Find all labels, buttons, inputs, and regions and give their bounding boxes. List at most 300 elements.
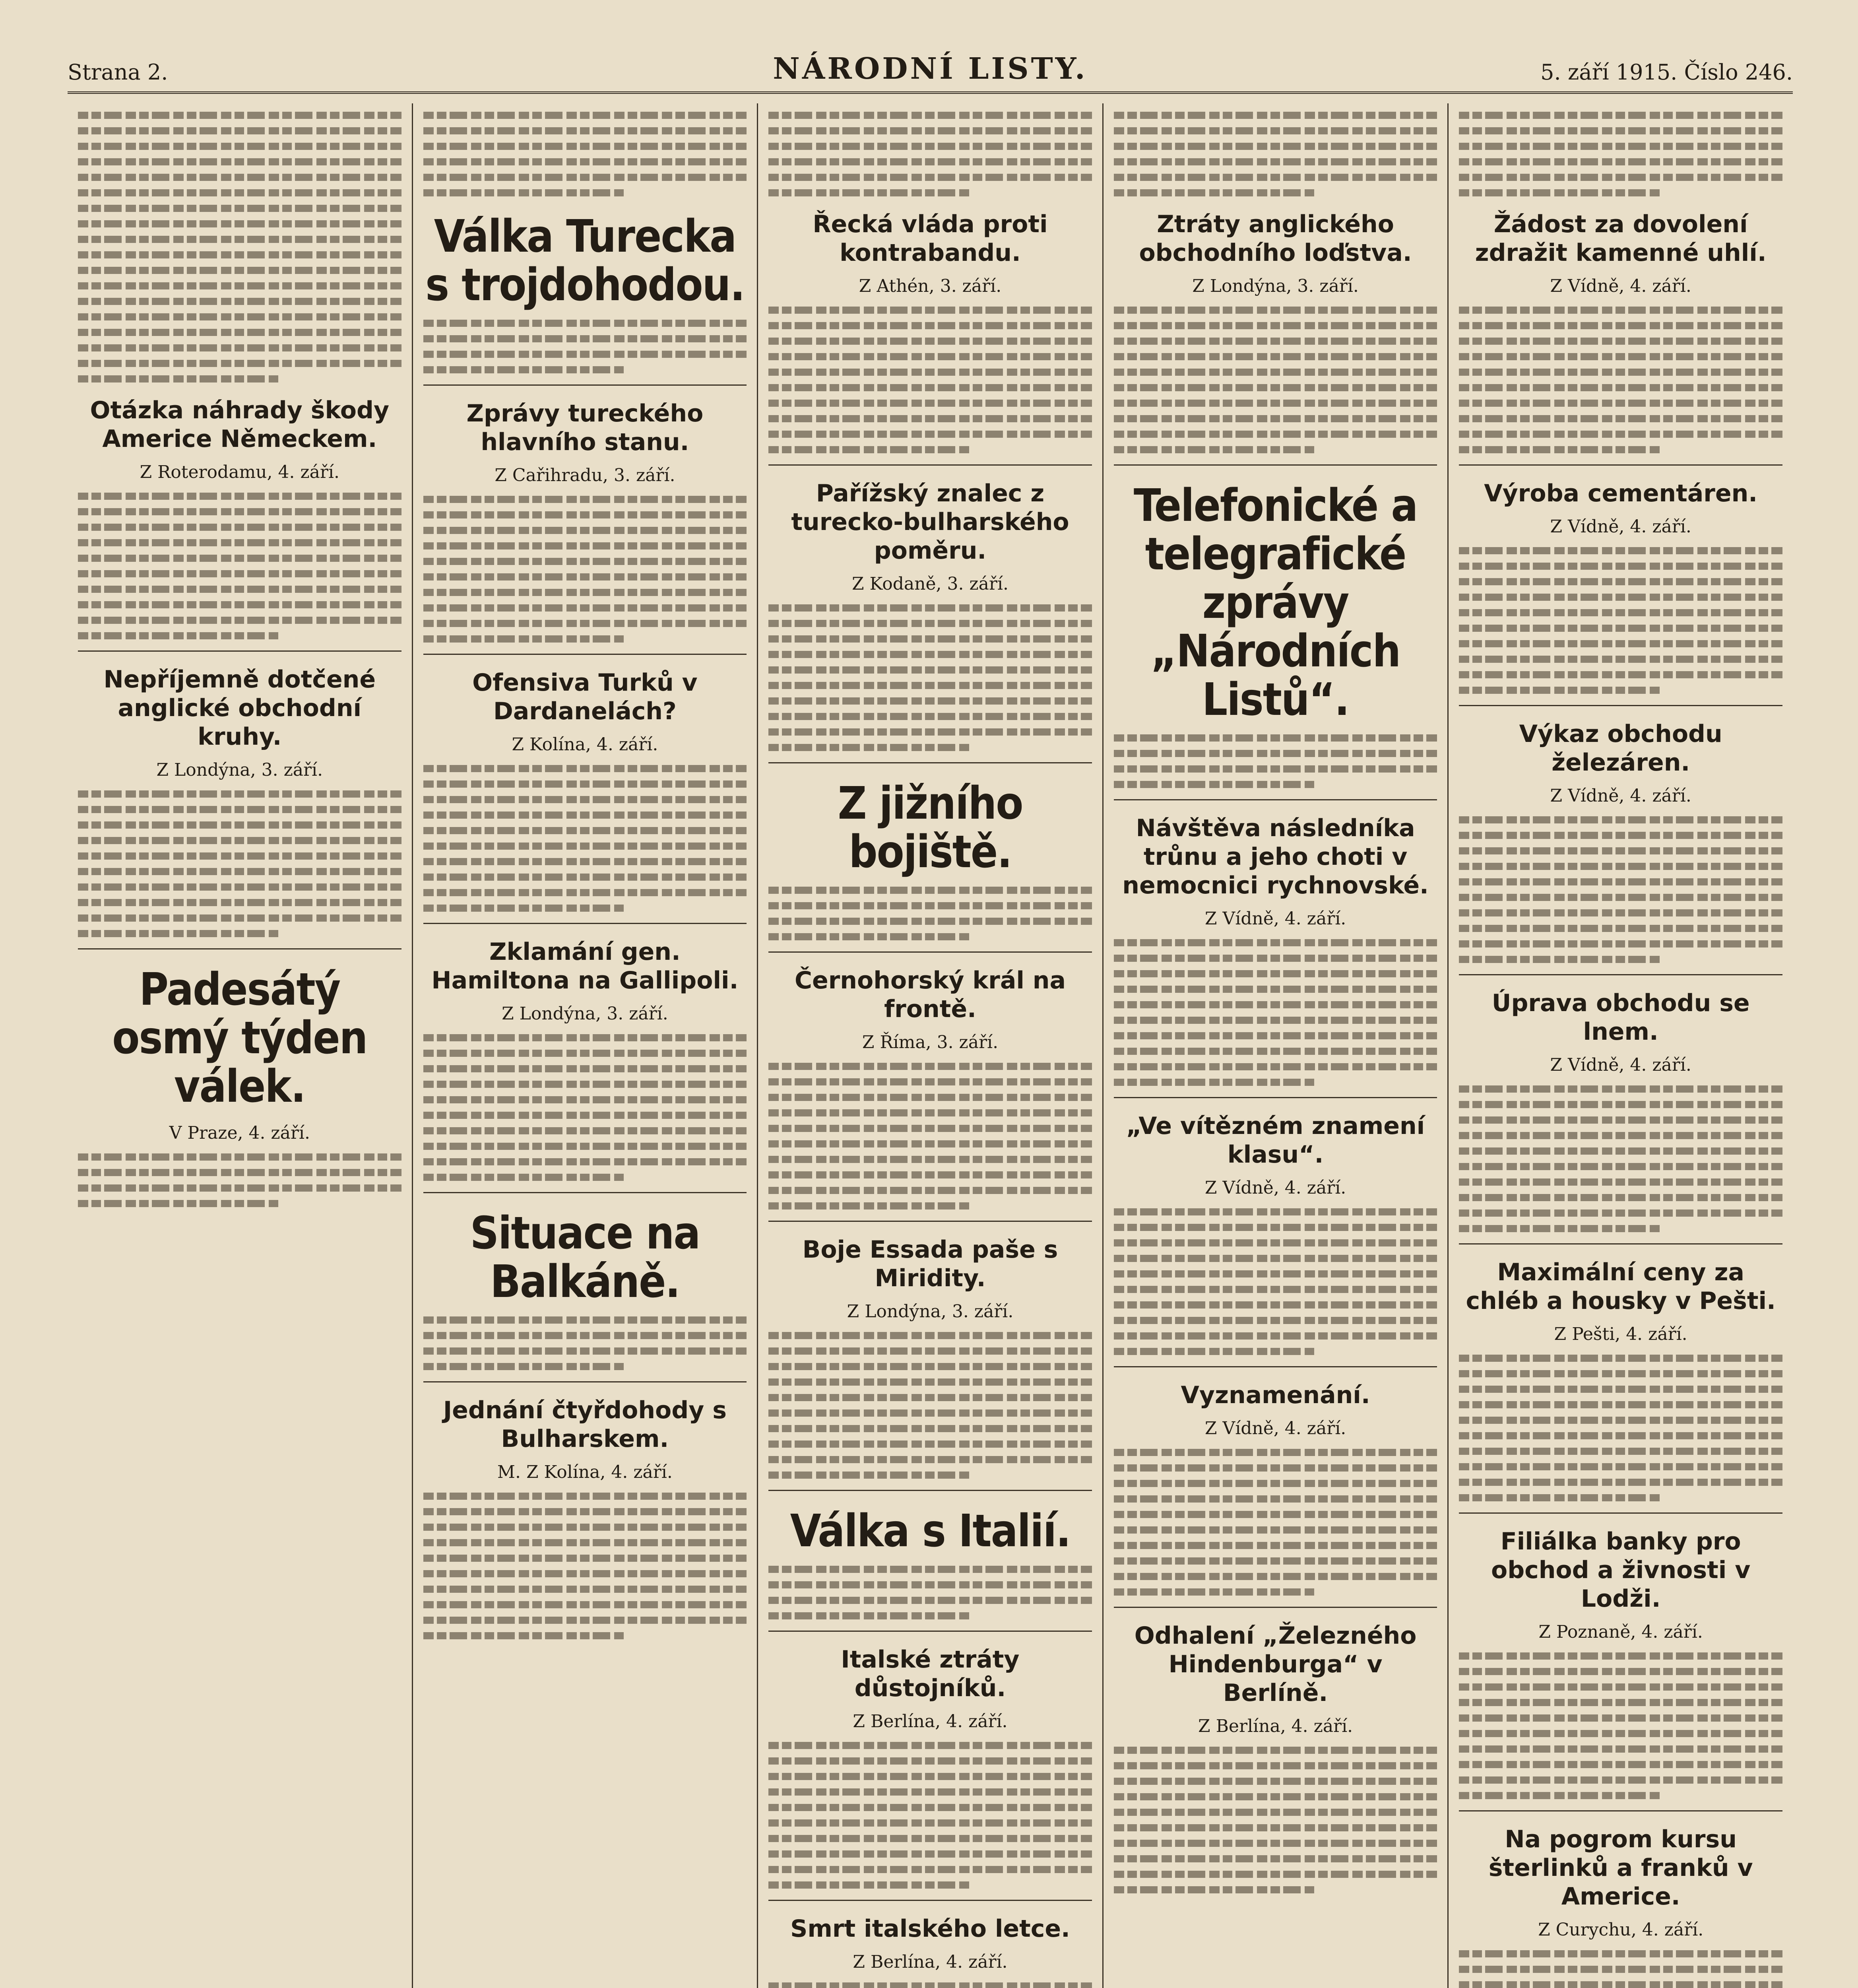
text-line — [1459, 1209, 1782, 1217]
divider — [1459, 1512, 1782, 1514]
text-line — [78, 555, 401, 562]
text-line — [1459, 940, 1782, 947]
text-line — [1459, 1966, 1782, 1973]
body-text-lines — [1114, 939, 1437, 1086]
divider — [768, 762, 1092, 763]
text-line — [1459, 816, 1782, 823]
text-line — [1114, 1332, 1437, 1340]
text-line — [1459, 1370, 1782, 1377]
dateline: Z Curychu, 4. září. — [1538, 1920, 1704, 1940]
text-line — [768, 1094, 1092, 1101]
text-line — [78, 360, 401, 367]
article-heading: Nepříjemně dotčené anglické obchodní kruhy. — [103, 666, 376, 751]
text-line — [78, 143, 401, 150]
text-line — [1114, 1588, 1314, 1596]
text-line — [1114, 1871, 1437, 1878]
text-line — [1459, 1147, 1782, 1155]
text-line — [768, 1109, 1092, 1116]
body-text-lines — [768, 1982, 1092, 1988]
text-line — [1114, 1511, 1437, 1518]
dateline: Z Berlína, 4. září. — [853, 1711, 1008, 1732]
text-line — [768, 1804, 1092, 1811]
text-line — [768, 1063, 1092, 1070]
column-3 — [758, 103, 1104, 1988]
text-line — [768, 431, 1092, 438]
divider — [1114, 464, 1437, 466]
text-line — [78, 251, 401, 258]
text-line — [768, 353, 1092, 360]
dateline: Z Pešti, 4. září. — [1554, 1324, 1687, 1344]
divider — [1459, 1243, 1782, 1244]
text-line — [423, 558, 747, 565]
text-line — [78, 205, 401, 212]
text-line — [768, 1409, 1092, 1417]
text-line — [1114, 970, 1437, 977]
text-line — [768, 158, 1092, 165]
divider — [1459, 705, 1782, 706]
text-line — [1459, 1463, 1782, 1470]
column-2 — [413, 103, 758, 1988]
text-line — [1114, 174, 1437, 181]
text-line — [1114, 1208, 1437, 1215]
text-line — [1114, 955, 1437, 962]
text-line — [1459, 1730, 1782, 1737]
section-banner-heading: Padesátý osmý týden válek. — [112, 964, 367, 1112]
section-banner-heading: Telefonické a telegrafické zprávy „Národních Listů“. — [1133, 480, 1418, 726]
text-line — [1114, 1317, 1437, 1324]
text-line — [768, 1125, 1092, 1132]
text-line — [423, 1034, 747, 1041]
text-line — [423, 1570, 747, 1577]
dateline: Z Roterodamu, 4. září. — [140, 462, 339, 482]
body-text-lines — [768, 887, 1092, 940]
article-heading: Ztráty anglického obchodního loďstva. — [1139, 210, 1412, 267]
text-line — [1459, 832, 1782, 839]
text-line — [1114, 1778, 1437, 1785]
dateline: Z Londýna, 3. září. — [502, 1004, 668, 1024]
text-line — [768, 1581, 1092, 1588]
text-line — [423, 366, 624, 373]
text-line — [423, 1508, 747, 1515]
dateline: Z Vídně, 4. září. — [1204, 909, 1346, 929]
text-line — [1114, 1270, 1437, 1277]
text-line — [768, 1982, 1092, 1988]
text-line — [423, 812, 747, 819]
text-line — [1459, 143, 1782, 150]
text-line — [1459, 1417, 1782, 1424]
text-line — [768, 1332, 1092, 1339]
article-heading: Smrt italského letce. — [790, 1915, 1070, 1943]
text-line — [1114, 939, 1437, 946]
text-line — [1459, 640, 1782, 647]
text-line — [1459, 1761, 1782, 1768]
text-line — [1459, 894, 1782, 901]
article-heading: Vyznamenání. — [1181, 1381, 1370, 1409]
text-line — [1459, 1981, 1782, 1988]
column-1 — [68, 103, 413, 1988]
body-text-lines — [1114, 1747, 1437, 1893]
text-line — [1114, 322, 1437, 329]
article-heading: Pařížský znalec z turecko-bulharského poměru. — [791, 480, 1069, 565]
text-line — [1114, 1526, 1437, 1534]
text-line — [1114, 781, 1314, 788]
text-line — [1114, 1224, 1437, 1231]
text-line — [768, 697, 1092, 705]
text-line — [423, 143, 747, 150]
text-line — [1459, 1085, 1782, 1093]
text-line — [1114, 127, 1437, 134]
text-line — [768, 1788, 1092, 1796]
text-line — [423, 1096, 747, 1103]
body-text-lines — [768, 1742, 1092, 1889]
text-line — [1114, 1840, 1437, 1847]
text-line — [1114, 143, 1437, 150]
text-line — [78, 914, 401, 922]
text-line — [768, 933, 969, 940]
divider — [1114, 1366, 1437, 1367]
text-line — [768, 446, 969, 453]
text-line — [423, 889, 747, 896]
text-line — [1114, 353, 1437, 360]
text-line — [1459, 1225, 1659, 1232]
text-line — [423, 1143, 747, 1150]
text-line — [768, 1425, 1092, 1432]
newspaper-title: NÁRODNÍ LISTY. — [773, 52, 1088, 86]
text-line — [1459, 671, 1782, 678]
divider — [423, 654, 747, 655]
text-line — [768, 1757, 1092, 1765]
text-line — [1459, 1792, 1659, 1799]
text-line — [768, 1394, 1092, 1401]
text-line — [1114, 1239, 1437, 1246]
dateline: Z Říma, 3. září. — [862, 1032, 999, 1052]
text-line — [768, 112, 1092, 119]
text-line — [1459, 878, 1782, 885]
text-line — [423, 765, 747, 772]
text-line — [1114, 431, 1437, 438]
dateline: M. Z Kolína, 4. září. — [497, 1462, 673, 1482]
text-line — [78, 375, 278, 382]
text-line — [423, 158, 747, 165]
text-line — [423, 320, 747, 327]
body-text-lines — [78, 112, 401, 382]
text-line — [1459, 1479, 1782, 1486]
text-line — [768, 1187, 1092, 1194]
text-line — [768, 307, 1092, 314]
text-line — [768, 1742, 1092, 1749]
text-line — [768, 1171, 1092, 1178]
text-line — [768, 1363, 1092, 1370]
text-line — [423, 780, 747, 788]
text-line — [768, 635, 1092, 643]
text-line — [1114, 1348, 1314, 1355]
text-line — [1459, 307, 1782, 314]
article-heading: Otázka náhrady škody Americe Německem. — [90, 396, 390, 453]
text-line — [1459, 847, 1782, 854]
text-line — [78, 1153, 401, 1161]
text-line — [1114, 369, 1437, 376]
dateline: Z Vídně, 4. září. — [1550, 276, 1691, 296]
body-text-lines — [1459, 1355, 1782, 1501]
dateline: Z Athén, 3. září. — [859, 276, 1002, 296]
divider — [423, 384, 747, 386]
text-line — [1114, 1495, 1437, 1503]
text-line — [768, 682, 1092, 689]
text-line — [423, 189, 624, 196]
divider — [1114, 1607, 1437, 1608]
text-line — [78, 267, 401, 274]
article-heading: Italské ztráty důstojníků. — [841, 1646, 1020, 1702]
text-line — [1459, 1401, 1782, 1408]
text-line — [78, 806, 401, 813]
text-line — [1114, 1255, 1437, 1262]
text-line — [1114, 307, 1437, 314]
text-line — [768, 666, 1092, 674]
text-line — [1114, 1001, 1437, 1008]
text-line — [768, 1140, 1092, 1147]
text-line — [768, 1773, 1092, 1780]
text-line — [1459, 578, 1782, 585]
text-line — [78, 790, 401, 798]
text-line — [768, 143, 1092, 150]
text-line — [1459, 687, 1659, 694]
body-text-lines — [423, 1493, 747, 1639]
text-line — [1459, 1494, 1659, 1501]
text-line — [1114, 1032, 1437, 1039]
dateline: Z Vídně, 4. září. — [1204, 1178, 1346, 1198]
body-text-lines — [1114, 112, 1437, 196]
text-line — [423, 1158, 747, 1165]
text-line — [768, 744, 969, 751]
text-line — [1459, 1745, 1782, 1753]
text-line — [768, 1612, 969, 1619]
divider — [78, 650, 401, 652]
text-line — [1459, 1699, 1782, 1706]
text-line — [423, 511, 747, 518]
text-line — [1114, 112, 1437, 119]
text-line — [1459, 338, 1782, 345]
body-text-lines — [423, 1316, 747, 1370]
article-heading: Řecká vláda proti kontrabandu. — [813, 210, 1048, 267]
text-line — [423, 527, 747, 534]
text-line — [1114, 750, 1437, 757]
text-line — [423, 573, 747, 580]
text-line — [423, 496, 747, 503]
text-line — [768, 415, 1092, 422]
text-line — [1459, 1116, 1782, 1124]
text-line — [1459, 431, 1782, 438]
text-line — [768, 1881, 969, 1889]
body-text-lines — [423, 1034, 747, 1181]
text-line — [78, 930, 278, 937]
divider — [768, 951, 1092, 953]
divider — [1459, 464, 1782, 466]
text-line — [768, 620, 1092, 627]
article-heading: Jednání čtyřdohody s Bulharskem. — [443, 1396, 727, 1453]
text-line — [78, 539, 401, 546]
text-line — [768, 338, 1092, 345]
body-text-lines — [423, 112, 747, 196]
text-line — [423, 796, 747, 803]
dateline: Z Londýna, 3. září. — [156, 760, 323, 780]
body-text-lines — [1114, 1208, 1437, 1355]
dateline: Z Poznaně, 4. září. — [1538, 1622, 1703, 1642]
body-text-lines — [1459, 1085, 1782, 1232]
text-line — [1459, 1714, 1782, 1722]
article-heading: Odhalení „Železného Hindenburga“ v Berlíně. — [1134, 1622, 1417, 1707]
text-line — [78, 220, 401, 227]
article-heading: Výroba cementáren. — [1484, 480, 1758, 507]
text-line — [423, 1174, 624, 1181]
text-line — [1459, 609, 1782, 616]
divider — [768, 464, 1092, 466]
body-text-lines — [1459, 816, 1782, 963]
body-text-lines — [1459, 547, 1782, 694]
article-heading: Žádost za dovolení zdražit kamenné uhlí. — [1475, 210, 1767, 267]
text-line — [1459, 1432, 1782, 1439]
section-banner-heading: Válka s Italií. — [790, 1505, 1071, 1557]
dateline: Z Cařihradu, 3. září. — [495, 465, 675, 485]
text-line — [768, 127, 1092, 134]
divider — [768, 1631, 1092, 1632]
text-line — [423, 874, 747, 881]
text-line — [1114, 1017, 1437, 1024]
newspaper-page — [68, 48, 1793, 1988]
article-heading: Zklamání gen. Hamiltona na Gallipoli. — [431, 938, 739, 994]
text-line — [423, 635, 624, 643]
text-line — [78, 329, 401, 336]
text-line — [78, 617, 401, 624]
text-line — [423, 604, 747, 612]
dateline: Z Berlína, 4. září. — [1198, 1716, 1353, 1736]
text-line — [423, 1127, 747, 1134]
text-line — [1459, 127, 1782, 134]
dateline: Z Kodaně, 3. září. — [852, 574, 1009, 594]
issue-date: 5. září 1915. Číslo 246. — [1540, 60, 1793, 85]
body-text-lines — [78, 790, 401, 937]
text-line — [1114, 158, 1437, 165]
article-heading: Úprava obchodu se lnem. — [1491, 989, 1750, 1046]
text-line — [1114, 189, 1314, 196]
text-line — [1114, 1747, 1437, 1754]
text-line — [423, 1601, 747, 1608]
text-line — [1114, 1573, 1437, 1580]
text-line — [768, 1850, 1092, 1858]
divider — [768, 1490, 1092, 1491]
text-line — [1114, 415, 1437, 422]
text-line — [78, 586, 401, 593]
text-line — [423, 905, 624, 912]
text-line — [768, 1866, 1092, 1873]
text-line — [1114, 1824, 1437, 1831]
text-line — [78, 508, 401, 515]
body-text-lines — [1114, 734, 1437, 788]
article-heading: Výkaz obchodu železáren. — [1519, 720, 1722, 777]
dateline: Z Londýna, 3. září. — [1192, 276, 1359, 296]
text-line — [1459, 322, 1782, 329]
text-line — [78, 189, 401, 196]
text-line — [768, 728, 1092, 736]
divider — [423, 1381, 747, 1382]
body-text-lines — [78, 1153, 401, 1207]
text-line — [1114, 1542, 1437, 1549]
dateline: Z Kolína, 4. září. — [512, 734, 658, 755]
text-line — [78, 821, 401, 829]
text-line — [78, 570, 401, 577]
text-line — [768, 1441, 1092, 1448]
text-line — [768, 1819, 1092, 1827]
text-line — [1114, 1464, 1437, 1472]
text-line — [423, 1493, 747, 1500]
text-line — [768, 918, 1092, 925]
text-line — [1459, 1355, 1782, 1362]
text-line — [768, 651, 1092, 658]
text-line — [1459, 563, 1782, 570]
text-line — [1114, 1480, 1437, 1487]
text-line — [768, 1202, 969, 1209]
divider — [423, 923, 747, 924]
text-line — [423, 542, 747, 549]
text-line — [1459, 446, 1659, 453]
section-banner-heading: Situace na Balkáně. — [470, 1208, 700, 1308]
text-line — [1114, 338, 1437, 345]
body-text-lines — [1114, 307, 1437, 453]
text-line — [1114, 1063, 1437, 1070]
text-line — [768, 1456, 1092, 1463]
text-line — [78, 632, 278, 639]
column-4 — [1104, 103, 1449, 1988]
text-line — [1114, 1762, 1437, 1769]
text-line — [1459, 1163, 1782, 1170]
text-line — [1114, 1809, 1437, 1816]
text-line — [1114, 1079, 1314, 1086]
text-line — [1114, 1286, 1437, 1293]
text-line — [1459, 547, 1782, 554]
divider — [1114, 1097, 1437, 1098]
text-line — [768, 604, 1092, 612]
dateline: V Praze, 4. září. — [169, 1123, 310, 1143]
text-line — [1459, 1683, 1782, 1691]
body-text-lines — [423, 320, 747, 373]
text-line — [423, 1555, 747, 1562]
text-line — [768, 713, 1092, 720]
text-line — [78, 344, 401, 351]
masthead — [68, 48, 1793, 94]
text-line — [1459, 400, 1782, 407]
text-line — [78, 1169, 401, 1176]
text-line — [768, 1078, 1092, 1085]
text-line — [423, 127, 747, 134]
text-line — [78, 236, 401, 243]
text-line — [423, 112, 747, 119]
text-line — [768, 1472, 969, 1479]
text-line — [78, 601, 401, 608]
divider — [768, 1221, 1092, 1222]
dateline: Z Berlína, 4. září. — [853, 1952, 1008, 1972]
article-heading: Na pogrom kursu šterlinků a franků v Americe. — [1488, 1825, 1753, 1910]
divider — [1459, 1810, 1782, 1811]
text-line — [78, 852, 401, 860]
body-text-lines — [1459, 307, 1782, 453]
text-line — [1114, 986, 1437, 993]
text-line — [78, 1184, 401, 1192]
section-banner-heading: Z jižního bojiště. — [838, 778, 1023, 878]
text-line — [423, 1524, 747, 1531]
text-line — [1459, 594, 1782, 601]
text-line — [1459, 189, 1659, 196]
text-line — [423, 1065, 747, 1072]
text-line — [768, 384, 1092, 391]
